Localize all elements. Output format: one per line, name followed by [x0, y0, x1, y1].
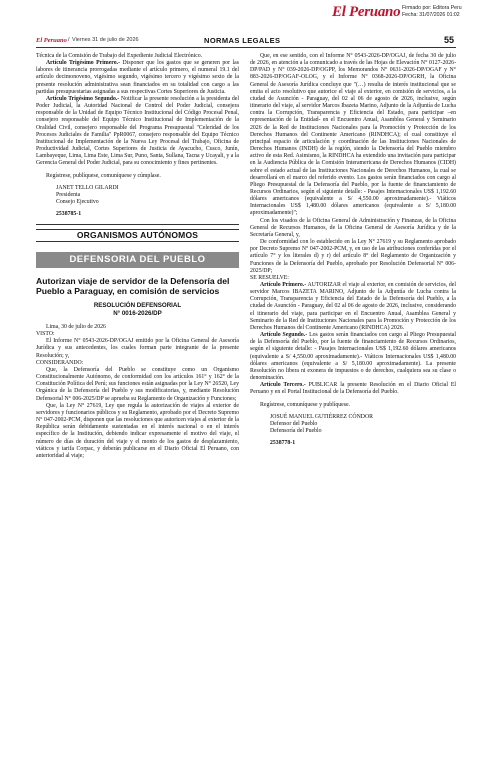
- page-number: 55: [443, 35, 454, 45]
- signatory-name: JANET TELLO GILARDI: [56, 184, 119, 191]
- signatory-name: JOSUÉ MANUEL GUTIÉRREZ CÓNDOR: [270, 413, 373, 420]
- place-date: Lima, 30 de julio de 2026: [46, 324, 106, 330]
- paragraph: Que, en ese sentido, con el Informe N° 0543-2026-DP/OGAJ, de fecha 30 de julio de 2026, en atención a la comunicado a través de las Hojas de Elevación N° 0127-2026-DP/PAD y N° 039-2026-DP/OGPP, los Memorandos N° 0631-2026-DP/OGAF y N° 883-2026-DP/OGAF-OLOG, y el Informe N° 0368-2026-DP/OGRH, la Oficina General de Asesoría Jurídica concluye que "(…) resulta de interés institucional que se emita el acto resolutivo que autorice el viaje al exterior, en comisión de servicios, a la ciudad de Asunción - Paraguay, del 02 al 06 de agosto de 2026, inclusive, según itinerario del viaje, al servidor Marcos Ibazeta Marino, Adjunto de la Adjuntía de Lucha contra la Corrupción, Transparencia y Eficiencia del Estado, para participar –en representación de la Entidad- en el Encuentro Anual, Asamblea General y Seminario 2026 de la Red de Instituciones Nacionales para la Promoción y Protección de los Derechos Humanos del Continente Americano (RINDHCA); el cual constituye el principal espacio de articulación y coordinación de las Instituciones Nacionales de Derechos Humanos (INDH) de la región, siendo la Defensoría del Pueblo miembro activo de esta Red. Asimismo, la RINDHCA ha extendido una invitación para participar en la Audiencia Pública de la Comisión Interamericana de Derechos Humanos (CIDH) sobre el estado actual de las Instituciones Nacionales de Derechos Humanos, la cual se desarrollará en el marco del referido evento. Los gastos serán financiados con cargo al Pliego Presupuestal de la Defensoría del Pueblo, por la fuente de financiamiento de Recursos Ordinarios, según el siguiente detalle: - Pasajes Internacionales US$ 1,192.60 dólares americanos (equivalente a S/ 4,550.00 aproximadamente).- Viáticos Internacionales US$ 1,480.00 dólares americanos (equivalente a S/ 5,180.00 aproximadamente)";: [250, 53, 456, 217]
- article-3: [250, 382, 456, 396]
- el-peruano-logo: El Peruano: [332, 4, 401, 20]
- article-31: [36, 60, 239, 96]
- article-lead: Artículo Segundo.-: [260, 332, 308, 339]
- paragraph: Que, la Defensoría del Pueblo se constituye como un Organismo Constitucionalmente Autónomo, de conformidad con los artículos 161° y 162° de la Constitución Política del Perú; sus funciones están asignadas por la Ley N° 26520, Ley Orgánica de la Defensoría del Pueblo y sus modificatorias, y, mediante Resolución Defensorial N° 006-2025/DP se aprueba su Reglamento de Organización y Funciones;: [36, 366, 239, 402]
- visto-text: El Informe N° 0543-2026-DP/OGAJ emitido por la Oficina General de Asesoría Jurídica y sus antecedentes, los cuales forman parte integrante de la presente Resolución; y,: [36, 338, 239, 359]
- article-text: AUTORIZAR el viaje al exterior, en comisión de servicios, del servidor Marcos IBAZETA MARINO, Adjunto de la Adjuntía de Lucha contra la Corrupción, Transparencia y Eficiencia del Estado de la Defensoría del Pueblo, a la ciudad de Asunción - Paraguay, del 02 al 06 de agosto de 2026, inclusive, considerando el itinerario del viaje, para participar en el Encuentro Anual, Asamblea General y Seminario de la Red de Instituciones Nacionales para la Promoción y Protección de los Derechos Humanos del Continente Americano (RINDHCA) 2026.: [250, 282, 456, 331]
- article-lead: Artículo Trigésimo Primero.-: [46, 60, 121, 67]
- resolution-number: [36, 302, 239, 317]
- signature-stamp: [402, 5, 462, 19]
- closing-formula: Regístrese, publíquese, comuníquese y cúmplase.: [46, 172, 161, 179]
- divider: [36, 224, 239, 225]
- right-column: [250, 53, 456, 447]
- resolution-id: N° 0016-2026/DP: [113, 309, 162, 317]
- section-title: NORMAS LEGALES: [204, 36, 281, 45]
- signed-by: Firmado por: Editora Peru: [402, 5, 462, 11]
- publication-code: 2538778-1: [270, 440, 296, 447]
- resuelve-label: SE RESUELVE:: [250, 274, 289, 281]
- left-column: [36, 53, 239, 460]
- article-text: Notificar la presente resolución a la presidenta del Poder Judicial, la Autoridad Nacional de Control del Poder Judicial, consejera responsable de la Unidad de Equipo Técnico Institucional del Código Procesal Penal, consejero responsable del Equipo Técnico Institucional de Implementación de la Oralidad Civil, consejero responsable del Programa Presupuestal "Celeridad de los Procesos Judiciales de Familia" PpR0067, consejero responsable del Equipo Técnico Institucional de Implementación de la Nueva Ley Procesal del Trabajo, Oficina de Productividad Judicial, Cortes Superiores de Justicia de Ayacucho, Cusco, Junín, Lambayeque, Lima, Lima Este, Lima Sur, Puno, Santa, Sullana, Tacna y Ucayali, y a la Gerencia General del Poder Judicial, para su conocimiento y fines pertinentes.: [36, 95, 239, 167]
- paragraph: Técnica de la Comisión de Trabajo del Expediente Judicial Electrónico.: [36, 53, 203, 59]
- paragraph: De conformidad con lo establecido en la Ley N° 27619 y su Reglamento aprobado por Decreto Supremo N° 047-2002-PCM, y, en uso de las atribuciones conferidas por el artículo 7° y los literales d) y r) del artículo 8° del Reglamento de Organización y Funciones de la Defensoría del Pueblo, aprobado por Resolución Defensorial N° 006-2025/DP;: [250, 239, 456, 274]
- resolution-headline: Autorizan viaje de servidor de la Defensoría del Pueblo a Paraguay, en comisión de servicios: [36, 275, 230, 296]
- resolution-type: RESOLUCIÓN DEFENSORIAL: [93, 302, 182, 309]
- running-head-logo: El Peruano: [36, 37, 67, 44]
- signatory-body: Consejo Ejecutivo: [56, 198, 99, 205]
- signatory-body: Defensoría del Pueblo: [270, 427, 322, 434]
- closing-formula: Regístrese, comuníquese y publíquese.: [260, 401, 350, 408]
- considerando-label: CONSIDERANDO:: [36, 359, 84, 366]
- digital-signature-header: [0, 0, 482, 34]
- article-text: PUBLICAR la presente Resolución en el Diario Oficial El Peruano y en el Portal Institucional de la Defensoría del Pueblo.: [250, 382, 457, 396]
- article-lead: Artículo Primero.-: [260, 282, 307, 288]
- visto-label: VISTO:: [36, 331, 55, 338]
- article-2: [250, 332, 456, 382]
- article-text: Disponer que los gastos que se generen por las labores de itinerancia prorrogadas mediante el artículo primero, el numeral 19.1 del artículo decimonoveno, vigésimo segundo, vigésimo tercero y vigésimo sexto de la presente resolución administrativa sean financiados en su totalidad con cargo a las partidas presupuestarias asignadas a sus respectivas Cortes Superiores de Justicia.: [36, 60, 239, 95]
- article-text: Los gastos serán financiados con cargo al Pliego Presupuestal de la Defensoría del Pueblo, por la fuente de financiamiento de Recursos Ordinarios, según el siguiente detalle: - Pasajes Internacionales US$ 1,192.60 dólares americanos (equivalente a S/ 4,550.00 aproximadamente).- Viáticos Internacionales US$ 1,480.00 dólares americanos (equivalente a S/ 5,180.00 aproximadamente). La presente Resolución no libera ni exonera de impuestos o de derechos, cualquiera sea su clase o denominación.: [250, 332, 456, 382]
- article-1: [250, 282, 456, 332]
- issue-date: Viernes 31 de julio de 2026: [72, 37, 139, 43]
- signatory-role: Presidenta: [56, 191, 81, 198]
- section-banner: ORGANISMOS AUTÓNOMOS: [36, 229, 239, 242]
- article-lead: Artículo Tercero.-: [260, 382, 306, 389]
- running-head: [36, 36, 456, 48]
- signed-date: Fecha: 31/07/2026 01:02: [402, 12, 460, 18]
- signatory-role: Defensor del Pueblo: [270, 420, 318, 427]
- paragraph: Que, la Ley N° 27619, Ley que regula la autorización de viajes al exterior de servidores y funcionarios públicos y su Reglamento, aprobado por el Decreto Supremo N° 047-2002-PCM, disponen que las resoluciones que autoricen viajes al exterior de la República serán debidamente sustentadas en el interés nacional o en el interés específico de la Institución, debiendo indicar expresamente el motivo del viaje, el número de días de duración del viaje y el monto de los gastos de desplazamiento, viáticos y tarifa Corpac, y deberán publicarse en el Diario Oficial El Peruano, con anterioridad al viaje;: [36, 402, 239, 459]
- publication-code: 2538785-1: [56, 211, 82, 218]
- running-head-separator: /: [68, 37, 70, 43]
- article-32: [36, 96, 239, 168]
- paragraph: Con los visados de la Oficina General de Administración y Finanzas, de la Oficina General de Recursos Humanos, de la Oficina General de Asesoría Jurídica y de la Secretaría General, y,: [250, 217, 456, 238]
- article-lead: Artículo Trigésimo Segundo.-: [46, 95, 120, 102]
- institution-banner: DEFENSORIA DEL PUEBLO: [36, 252, 239, 267]
